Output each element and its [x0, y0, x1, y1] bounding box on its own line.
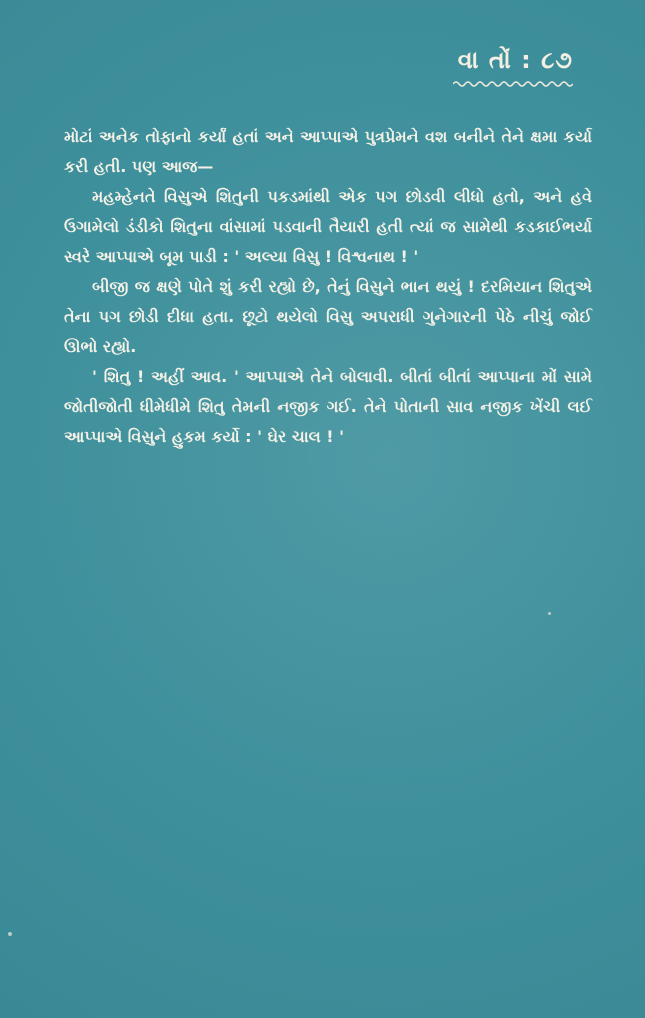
paper-speck — [8, 932, 12, 936]
paragraph-3: બીજી જ ક્ષણે પોતે શું કરી રહ્યો છે, તેનું વિસુને ભાન થયું ! દરમિયાન શિતુએ તેના પગ છોડી દીધા હતા. છૂટો થયેલો વિસુ અપરાધી ગુનેગારની પેઠે નીચું જોઈ ઊભો રહ્યો. — [64, 277, 592, 356]
paragraph-2: મહમ્હેનતે વિસુએ શિતુની પકડમાંથી એક પગ છોડવી લીધો હતો, અને હવે ઉગામેલો ડંડીકો શિતુના વાંસામાં પડવાની તૈયારી હતી ત્યાં જ સામેથી કડકાઈભર્યા સ્વરે આપ્પાએ બૂમ પાડી : ' અલ્યા વિસુ ! વિશ્વનાથ ! ' — [64, 187, 592, 266]
page-header-block — [453, 46, 573, 88]
paragraph-1: મોટાં અનેક તોફાનો કર્યાં હતાં અને આપ્પાએ પુત્રપ્રેમને વશ બનીને તેને ક્ષમા કર્યા કરી હતી. પણ આજ— — [64, 127, 592, 176]
paragraph-4: ' શિતુ ! અહીં આવ. ' આપ્પાએ તેને બોલાવી. બીતાં બીતાં આપ્પાના મોં સામે જોતીજોતી ધીમેધીમે શિતુ તેમની નજીક ગઈ. તેને પોતાની સાવ નજીક ખેંચી લઈ આપ્પાએ વિસુને હુકમ કર્યો : ' ઘેર ચાલ ! ' — [64, 367, 592, 446]
wavy-underline-ornament — [453, 80, 573, 88]
body-text — [64, 122, 592, 452]
paper-speck — [548, 612, 551, 615]
page-number-header: વા તોં : ૮૭ — [457, 46, 573, 74]
